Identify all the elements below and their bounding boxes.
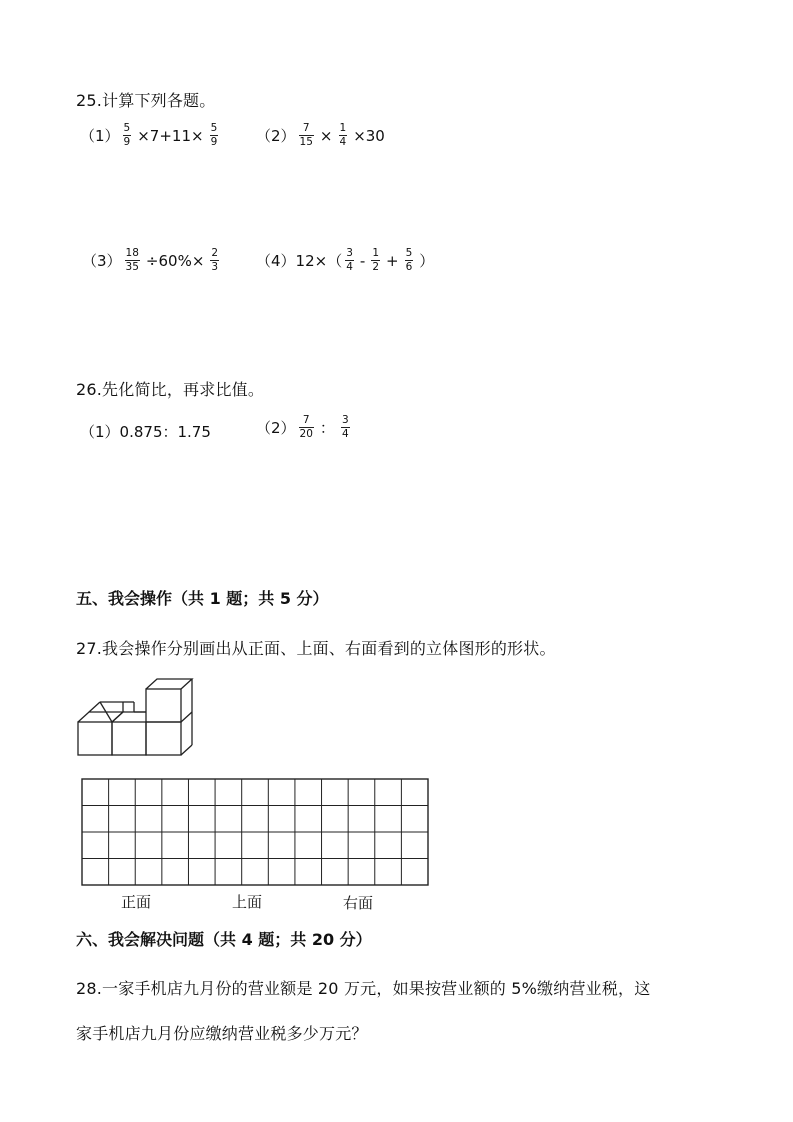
cube-figure: [76, 677, 196, 757]
q25-p4-pre: 12×（: [295, 252, 343, 270]
q26-part2: [256, 415, 353, 440]
q26-p2-colon: ：: [319, 419, 335, 437]
fraction: $\frac{18}{35}$: [125, 247, 139, 273]
section6-title: 六、我会解决问题（共 4 题；共 20 分）: [76, 930, 372, 949]
q27-title: 27.我会操作分别画出从正面、上面、右面看到的立体图形的形状。: [76, 639, 556, 658]
q25-p4-tail: ）: [419, 252, 435, 270]
fraction: $\frac{5}{6}$: [405, 247, 413, 273]
label-front: 正面: [121, 893, 152, 911]
q25-p2-label: （2）: [256, 127, 296, 145]
q28-line2: 家手机店九月份应缴纳营业税多少万元？: [76, 1024, 368, 1043]
q25-p4-label: （4）: [256, 252, 296, 270]
label-right: 右面: [343, 894, 374, 912]
drawing-grid[interactable]: [81, 778, 429, 890]
q26-p2-label: （2）: [256, 419, 296, 437]
q25-p2-op: ×: [319, 126, 333, 145]
q25-part1: [80, 123, 221, 148]
fraction: $\frac{7}{20}$: [299, 414, 313, 440]
q26-p1-text: 0.875：1.75: [119, 423, 211, 441]
q25-p2-tail: ×30: [353, 126, 385, 145]
q25-part2: [256, 123, 388, 148]
section5-title: 五、我会操作（共 1 题；共 5 分）: [76, 589, 329, 608]
fraction: $\frac{5}{9}$: [123, 122, 131, 148]
grid-lines: [81, 778, 429, 886]
label-top: 上面: [232, 893, 263, 911]
fraction: $\frac{1}{4}$: [339, 122, 347, 148]
q25-p4-op1: -: [359, 251, 366, 270]
fraction: $\frac{2}{3}$: [211, 247, 219, 273]
q26-title: 26.先化简比，再求比值。: [76, 380, 265, 399]
q26-p1-label: （1）: [80, 423, 120, 441]
fraction: $\frac{3}{4}$: [341, 414, 349, 440]
q25-p1-mid: ×7+11×: [137, 126, 204, 145]
fraction: $\frac{5}{9}$: [210, 122, 218, 148]
q25-p4-op2: +: [386, 251, 399, 270]
fraction: $\frac{1}{2}$: [372, 247, 379, 273]
q25-p3-mid: ÷60%×: [145, 251, 205, 270]
q25-title: 25.计算下列各题。: [76, 91, 216, 110]
q25-part4: [256, 248, 437, 273]
q25-part3: [82, 248, 222, 273]
q26-part1: [80, 421, 211, 442]
fraction: $\frac{3}{4}$: [346, 247, 353, 273]
q28-line1: 28.一家手机店九月份的营业额是 20 万元，如果按营业额的 5%缴纳营业税，这: [76, 979, 651, 998]
q25-p3-label: （3）: [82, 252, 122, 270]
q25-p1-label: （1）: [80, 127, 120, 145]
fraction: $\frac{7}{15}$: [299, 122, 313, 148]
